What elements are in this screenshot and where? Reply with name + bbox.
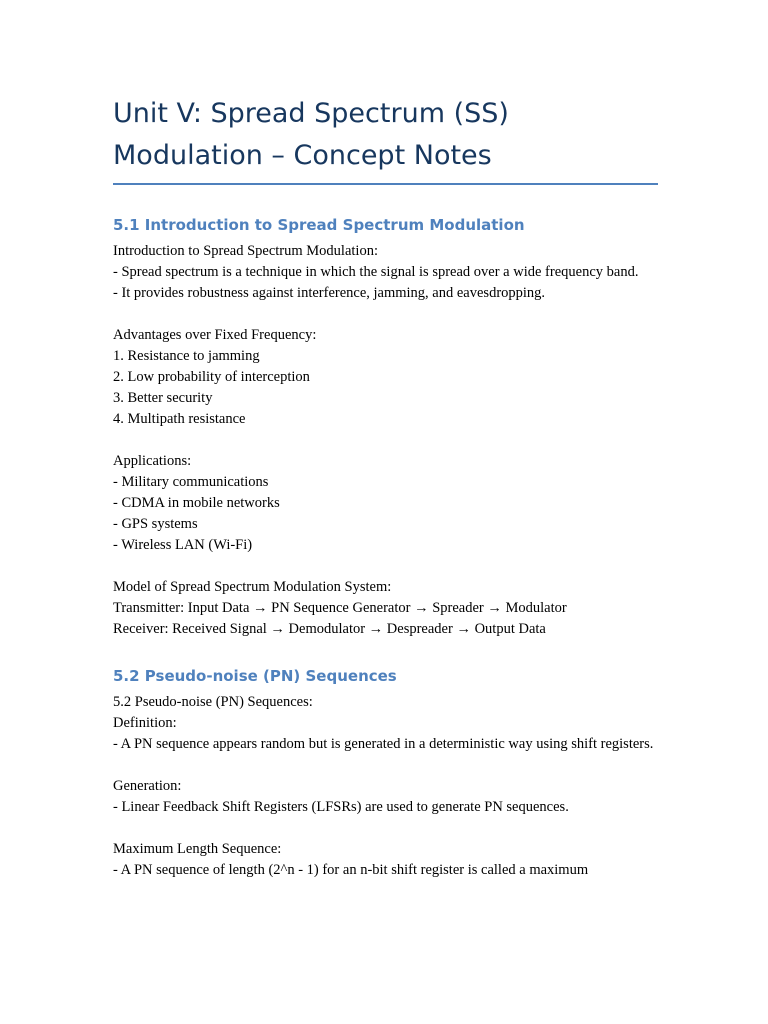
document-title: [113, 93, 658, 177]
advantages-label: Advantages over Fixed Frequency:: [113, 327, 317, 343]
applications-item: - CDMA in mobile networks: [113, 495, 280, 511]
definition-item: - A PN sequence appears random but is generated in a deterministic way using shift registers.: [113, 736, 654, 752]
paragraph-gap: [113, 755, 658, 776]
applications-item: - Wireless LAN (Wi-Fi): [113, 537, 253, 553]
advantages-item: 1. Resistance to jamming: [113, 348, 260, 364]
section1-intro-item: - It provides robustness against interference, jamming, and eavesdropping.: [113, 285, 546, 301]
section-gap: [113, 640, 658, 666]
section-heading-5-2: 5.2 Pseudo-noise (PN) Sequences: [113, 667, 397, 685]
mls-label: Maximum Length Sequence:: [113, 841, 282, 857]
generation-item: - Linear Feedback Shift Registers (LFSRs) are used to generate PN sequences.: [113, 799, 569, 815]
paragraph-gap: [113, 304, 658, 325]
model-item-receiver: Receiver: Received Signal → Demodulator → Despreader → Output Data: [113, 621, 546, 637]
advantages-item: 2. Low probability of interception: [113, 369, 310, 385]
title-divider: [113, 183, 658, 185]
advantages-item: 4. Multipath resistance: [113, 411, 246, 427]
paragraph-gap: [113, 556, 658, 577]
paragraph-gap: [113, 818, 658, 839]
applications-item: - Military communications: [113, 474, 269, 490]
applications-label: Applications:: [113, 453, 192, 469]
document-title-line-2: Modulation – Concept Notes: [113, 140, 492, 171]
document-title-line-1: Unit V: Spread Spectrum (SS): [113, 98, 509, 129]
section2-intro: 5.2 Pseudo-noise (PN) Sequences:: [113, 694, 313, 710]
model-label: Model of Spread Spectrum Modulation System:: [113, 579, 392, 595]
advantages-item: 3. Better security: [113, 390, 213, 406]
paragraph-gap: [113, 430, 658, 451]
generation-label: Generation:: [113, 778, 182, 794]
definition-label: Definition:: [113, 715, 177, 731]
applications-item: - GPS systems: [113, 516, 198, 532]
mls-item: - A PN sequence of length (2^n - 1) for an n-bit shift register is called a maximum: [113, 862, 589, 878]
section1-intro: Introduction to Spread Spectrum Modulation:: [113, 243, 378, 259]
section-heading-5-1: 5.1 Introduction to Spread Spectrum Modulation: [113, 216, 525, 234]
section1-intro-item: - Spread spectrum is a technique in which the signal is spread over a wide frequency band.: [113, 264, 639, 280]
document-page: [113, 93, 658, 881]
model-item-transmitter: Transmitter: Input Data → PN Sequence Generator → Spreader → Modulator: [113, 600, 567, 616]
